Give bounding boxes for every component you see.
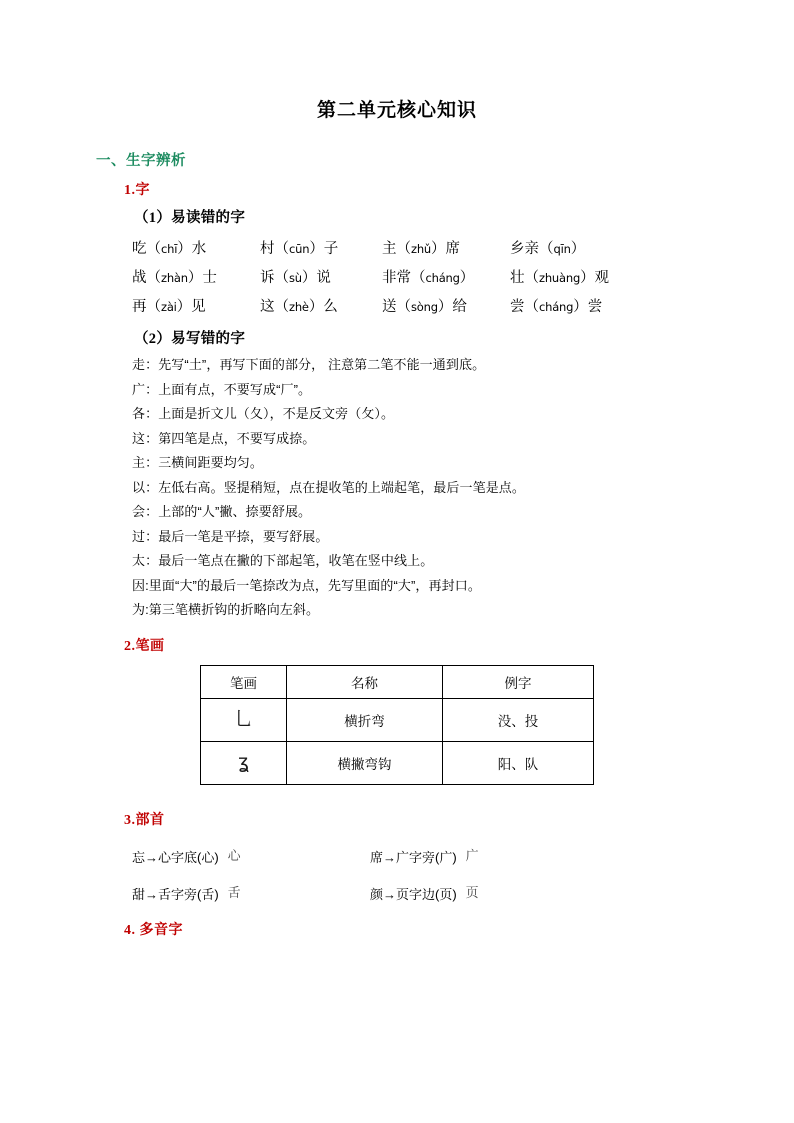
pinyin-word-after: ）见 bbox=[176, 299, 206, 315]
pinyin-word-after: ）水 bbox=[177, 241, 207, 257]
table-header-name: 名称 bbox=[287, 665, 443, 698]
stroke-glyph: 乚 bbox=[233, 708, 253, 730]
pinyin-word-after: ）给 bbox=[437, 299, 467, 315]
pinyin-row bbox=[132, 293, 698, 322]
pinyin-word-before: 战（ bbox=[132, 270, 161, 286]
note-line: 主：三横间距要均匀。 bbox=[132, 455, 264, 470]
pinyin-word-after: ） bbox=[459, 270, 475, 286]
table-cell-name: 横折弯 bbox=[287, 698, 443, 741]
table-cell-example: 阳、队 bbox=[443, 741, 594, 784]
radical-handwriting-glyph: 广 bbox=[465, 848, 479, 864]
subsection-heading-4: 4. 多音字 bbox=[124, 922, 183, 938]
note-line: 以：左低右高。竖提稍短，点在提收笔的上端起笔，最后一笔是点。 bbox=[132, 479, 526, 495]
note-line: 为:第三笔横折钩的折略向左斜。 bbox=[132, 602, 320, 617]
pinyin-reading: chī bbox=[161, 242, 178, 256]
pinyin-word-before: 村（ bbox=[260, 241, 289, 257]
table-cell-stroke bbox=[201, 698, 287, 741]
pinyin-entry bbox=[260, 293, 382, 322]
part-heading-easy-misread: （1）易读错的字 bbox=[134, 210, 246, 226]
pinyin-word-after: ）说 bbox=[301, 270, 331, 286]
note-line: 过：最后一笔是平捺，要写舒展。 bbox=[132, 528, 329, 544]
table-cell-name: 横撇弯钩 bbox=[287, 741, 443, 784]
part-heading-easy-miswrite: （2）易写错的字 bbox=[134, 331, 246, 347]
radical-handwriting-glyph: 舌 bbox=[227, 885, 241, 901]
stroke-table-wrapper bbox=[96, 657, 698, 785]
pinyin-word-after: ）尝 bbox=[573, 299, 603, 315]
pinyin-entry bbox=[382, 264, 510, 293]
radical-entry bbox=[132, 840, 370, 877]
pinyin-word-after: ） bbox=[570, 241, 586, 257]
pinyin-word-before: 诉（ bbox=[260, 270, 289, 286]
radical-text: 忘→心字底(心) bbox=[132, 849, 219, 865]
pinyin-reading: zhè bbox=[289, 300, 309, 314]
pinyin-word-before: 非常（ bbox=[382, 270, 426, 286]
pinyin-entry bbox=[132, 293, 260, 322]
pinyin-reading: zhuàng bbox=[539, 271, 581, 285]
pinyin-word-after: ）席 bbox=[431, 241, 461, 257]
stroke-table bbox=[200, 665, 594, 785]
stroke-glyph: ʓ bbox=[238, 751, 249, 773]
pinyin-word-before: 主（ bbox=[382, 241, 411, 257]
pinyin-reading: qīn bbox=[553, 242, 571, 256]
pinyin-word-before: 乡亲（ bbox=[510, 241, 554, 257]
note-line: 因:里面“大”的最后一笔捺改为点，先写里面的“大”，再封口。 bbox=[132, 577, 481, 593]
note-line: 太：最后一笔点在撇的下部起笔，收笔在竖中线上。 bbox=[132, 553, 434, 568]
pinyin-word-before: 送（ bbox=[382, 299, 411, 315]
pinyin-entry bbox=[510, 264, 630, 293]
pinyin-word-after: ）观 bbox=[580, 270, 610, 286]
pinyin-word-before: 这（ bbox=[260, 299, 289, 315]
table-row bbox=[201, 698, 594, 741]
pinyin-row bbox=[132, 235, 698, 264]
radical-list bbox=[96, 831, 698, 914]
subsection-heading-3: 3.部首 bbox=[124, 812, 165, 828]
pinyin-word-before: 吃（ bbox=[132, 241, 161, 257]
pinyin-row bbox=[132, 264, 698, 293]
note-line: 走：先写“土”，再写下面的部分， 注意第二笔不能一通到底。 bbox=[132, 357, 486, 372]
radical-entry bbox=[370, 877, 479, 914]
pinyin-reading: sù bbox=[289, 271, 302, 285]
pinyin-reading: cháng bbox=[539, 300, 574, 314]
radical-text: 席→广字旁(广) bbox=[370, 849, 457, 865]
pinyin-entry bbox=[382, 235, 510, 264]
radical-handwriting-glyph: 心 bbox=[227, 848, 241, 864]
page-title: 第二单元核心知识 bbox=[316, 100, 477, 121]
pinyin-reading: zhǔ bbox=[411, 242, 432, 256]
radical-row bbox=[132, 877, 698, 914]
pinyin-reading: zhàn bbox=[161, 271, 188, 285]
radical-row bbox=[132, 840, 698, 877]
table-header-row bbox=[201, 665, 594, 698]
radical-entry bbox=[370, 840, 479, 877]
table-cell-stroke bbox=[201, 741, 287, 784]
pinyin-entry bbox=[260, 264, 382, 293]
pinyin-reading: cūn bbox=[289, 242, 310, 256]
radical-text: 颜→页字边(页) bbox=[370, 886, 457, 902]
pinyin-word-after: ）子 bbox=[309, 241, 339, 257]
radical-text: 甜→舌字旁(舌) bbox=[132, 886, 219, 902]
note-line: 广：上面有点，不要写成“厂”。 bbox=[132, 381, 312, 397]
pinyin-word-before: 再（ bbox=[132, 299, 161, 315]
note-line: 这：第四笔是点，不要写成捺。 bbox=[132, 430, 316, 446]
radical-entry bbox=[132, 877, 370, 914]
pinyin-entry bbox=[132, 235, 260, 264]
note-line: 会：上部的“人”撇、捺要舒展。 bbox=[132, 504, 312, 519]
pinyin-entry bbox=[132, 264, 260, 293]
table-header-example: 例字 bbox=[443, 665, 594, 698]
table-cell-example: 没、投 bbox=[443, 698, 594, 741]
pinyin-word-before: 壮（ bbox=[510, 270, 539, 286]
subsection-heading-1: 1.字 bbox=[124, 183, 150, 198]
subsection-heading-2: 2.笔画 bbox=[124, 638, 165, 654]
radical-handwriting-glyph: 页 bbox=[465, 885, 479, 901]
writing-notes-list bbox=[96, 349, 698, 623]
pinyin-reading: cháng bbox=[425, 271, 460, 285]
section-heading-1: 一、生字辨析 bbox=[96, 153, 186, 169]
pinyin-word-after: ）士 bbox=[187, 270, 217, 286]
pinyin-entry bbox=[510, 235, 630, 264]
note-line: 各：上面是折文儿（夂），不是反文旁（攵）。 bbox=[132, 406, 395, 421]
table-row bbox=[201, 741, 594, 784]
pinyin-entry bbox=[260, 235, 382, 264]
pinyin-list bbox=[96, 228, 698, 322]
pinyin-entry bbox=[382, 293, 510, 322]
pinyin-reading: zài bbox=[161, 300, 177, 314]
pinyin-reading: sòng bbox=[411, 300, 438, 314]
pinyin-entry bbox=[510, 293, 630, 322]
table-header-stroke: 笔画 bbox=[201, 665, 287, 698]
pinyin-word-before: 尝（ bbox=[510, 299, 539, 315]
pinyin-word-after: ）么 bbox=[308, 299, 338, 315]
